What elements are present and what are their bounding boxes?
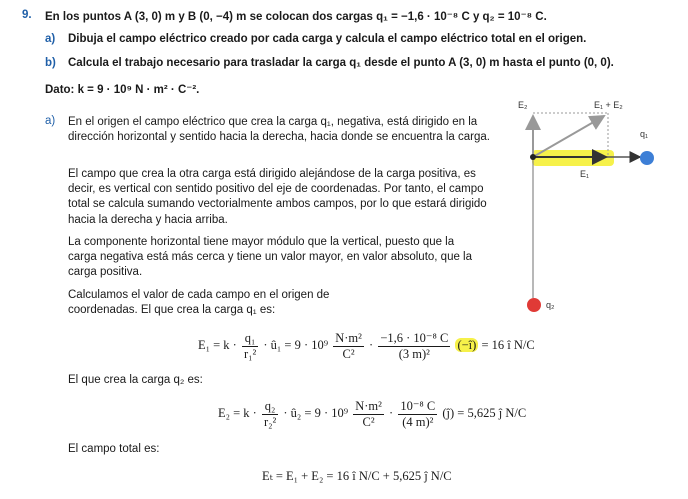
solution-p4: Calculamos el valor de cada campo en el origen de coordenadas. El que crea la carga q₁ es: — [68, 289, 330, 317]
formula-e2-frac-values — [398, 398, 437, 430]
formula-total: Eₜ = E₁ + E₂ = 16 î N/C + 5,625 ĵ N/C — [262, 469, 452, 483]
formula-e1-values-den: (3 m)² — [398, 347, 430, 361]
label-sum: E₁ + E₂ — [594, 100, 623, 110]
part-b-text: Calcula el trabajo necesario para trasladar la carga q₁ desde el punto A (3, 0) m hasta el punto (0, 0). — [68, 57, 614, 69]
formula-e2-unit-vector: (ĵ) — [442, 405, 455, 420]
formula-e2-lhs: E₂ = k · — [218, 405, 257, 420]
formula-e2-frac-units — [353, 399, 384, 430]
formula-e1-mid: · û₁ = 9 · 10⁹ — [263, 337, 329, 352]
e1-highlight — [532, 150, 614, 166]
charge-q2 — [527, 298, 541, 312]
formula-e1-frac-q — [242, 331, 258, 362]
label-e1: E₁ — [580, 169, 590, 179]
formula-e1-result: = 16 î N/C — [481, 337, 535, 352]
formula-e2-mid: · û₂ = 9 · 10⁹ — [283, 405, 349, 420]
resultant-arrow — [533, 116, 604, 157]
formula-e1-q: q₁ — [242, 331, 258, 347]
formula-e2-units-den: C² — [362, 414, 375, 429]
part-a-label: a) — [45, 33, 56, 45]
formula-e1-units-num: N·m² — [335, 330, 362, 345]
formula-e2-r: r₂² — [263, 414, 277, 429]
formula-e2-q: q₂ — [262, 399, 278, 415]
formula-e1: E₁ = k · $\frac{\text{q₁}}{\text{r₁²}}$ · û₁ = 9 · 10⁹ $\frac{\text{N·m²}}{\text{C²}}$ · $\frac{\text{−1,6 · 10⁻⁸ C}}{\text{(3 m)²}}$ (−î) = 16 î N/C — [198, 330, 535, 361]
formula-e1-unit-vector: (−î) — [457, 337, 477, 352]
formula-e2-frac-q — [262, 399, 278, 430]
formula-e1-frac-values — [378, 330, 450, 362]
formula-e2-result: = 5,625 ĵ N/C — [457, 405, 527, 420]
solution-label: a) — [45, 115, 56, 127]
part-b-label: b) — [45, 57, 56, 69]
charge-q1 — [640, 151, 654, 165]
solution-p2: El campo que crea la otra carga está dirigido alejándose de la carga positiva, es decir, es vertical con sentido positivo del eje de coordenadas. Por tanto, el campo total se calcula sumando vectorialmente ambos campos, por lo que estará dirigido hacia la derecha y hacia arriba. — [68, 168, 487, 226]
problem-number: 9. — [22, 9, 32, 21]
label-q1: q₁ — [640, 129, 649, 139]
formula-e1-r: r₁² — [243, 346, 257, 361]
dato: Dato: k = 9 · 10⁹ N · m² · C⁻². — [45, 84, 200, 96]
formula-e1-lhs: E₁ = k · — [198, 337, 237, 352]
formula-e1-units-den: C² — [342, 346, 355, 361]
formula-e1-frac-units — [333, 331, 364, 362]
part-a-text: Dibuja el campo eléctrico creado por cada carga y calcula el campo eléctrico total en el origen. — [68, 33, 587, 45]
solution-p1: En el origen el campo eléctrico que crea la carga q₁, negativa, está dirigido en la dirección horizontal y sentido hacia la derecha, hacia donde se encuentra la carga. — [68, 116, 490, 144]
formula-e2-values-den: (4 m)² — [402, 415, 434, 429]
solution-p3: La componente horizontal tiene mayor módulo que la vertical, puesto que la carga negativa está más cerca y tiene un valor mayor, en valor absoluto, que la carga positiva. — [68, 236, 473, 279]
problem-statement: En los puntos A (3, 0) m y B (0, −4) m se colocan dos cargas q₁ = −1,6 · 10⁻⁸ C y q₂ = 10⁻⁸ C. — [45, 11, 547, 23]
origin-point — [530, 154, 536, 160]
formula-e2-values-num: 10⁻⁸ C — [400, 399, 436, 413]
label-e2: E₂ — [518, 100, 528, 110]
solution-p5: El que crea la carga q₂ es: — [68, 374, 203, 386]
formula-e1-values-num: −1,6 · 10⁻⁸ C — [380, 331, 449, 345]
formula-e2: E₂ = k · $\frac{\text{q₂}}{\text{r₂²}}$ · û₂ = 9 · 10⁹ $\frac{\text{N·m²}}{\text{C²}}$ · $\frac{\text{10⁻⁸ C}}{\text{(4 m)²}}$ (ĵ) = 5,625 ĵ N/C — [218, 398, 527, 429]
solution-p6: El campo total es: — [68, 443, 160, 455]
label-q2: q₂ — [546, 300, 555, 310]
formula-e2-units-num: N·m² — [355, 398, 382, 413]
